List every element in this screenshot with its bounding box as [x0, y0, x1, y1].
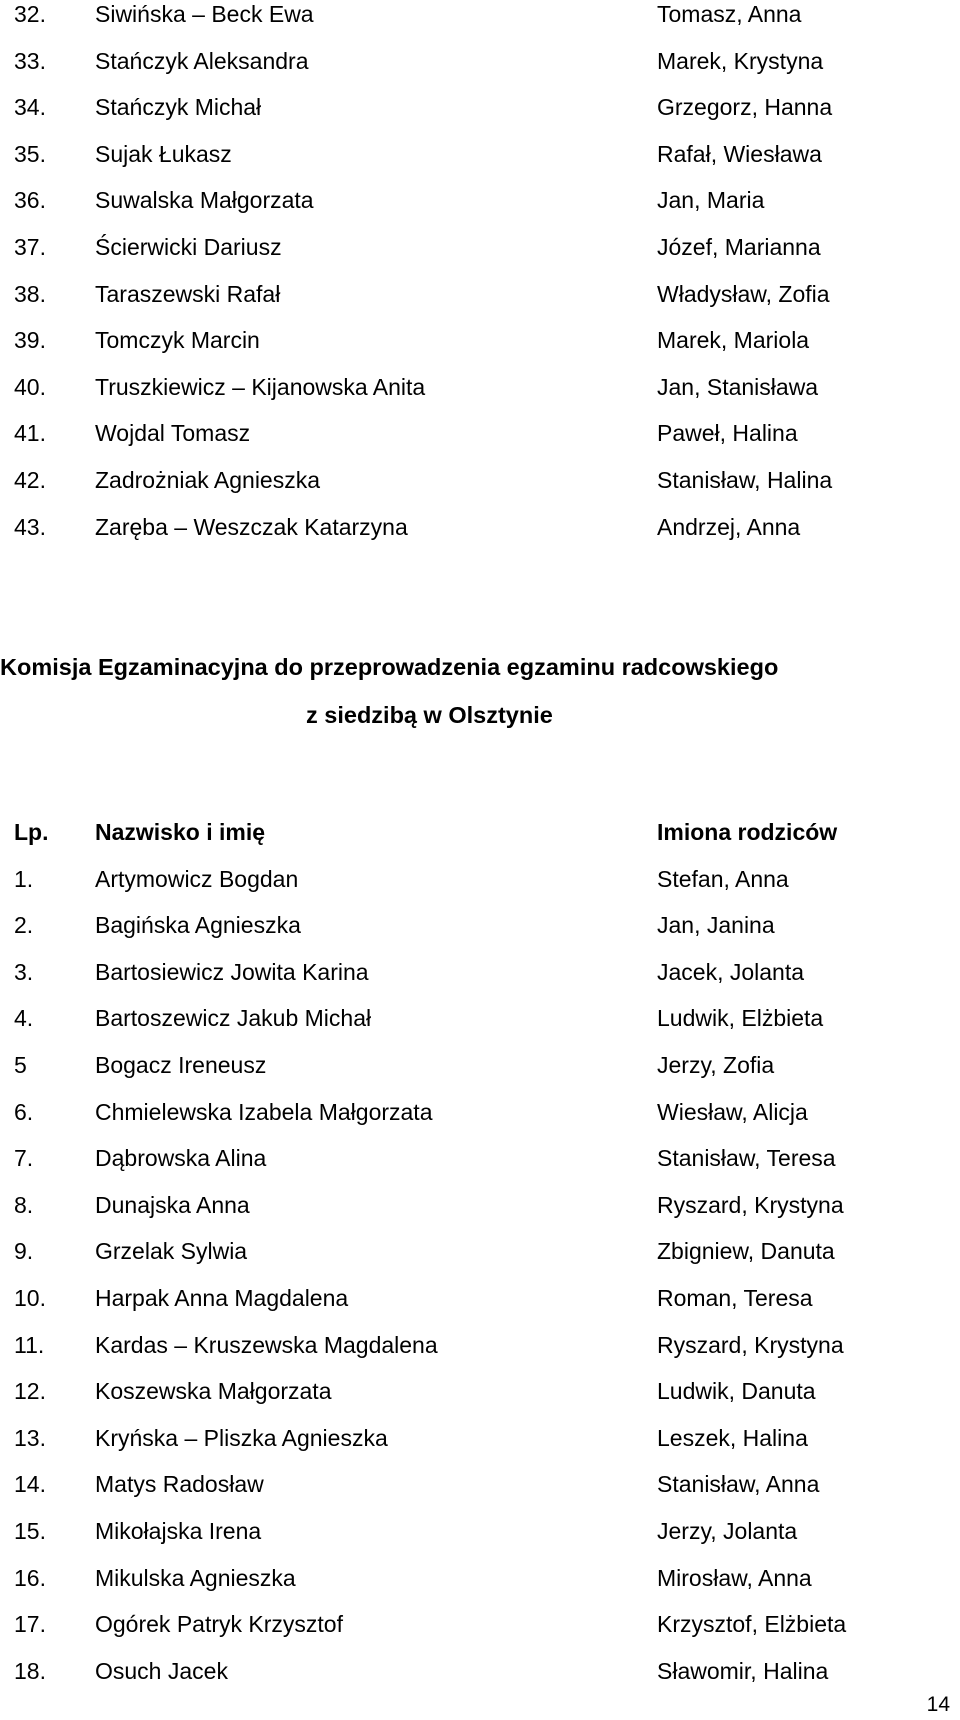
- candidate-list-olsztyn: [0, 818, 960, 1703]
- list-item: [0, 1610, 960, 1657]
- entry-parents: Wiesław, Alicja: [657, 1098, 808, 1125]
- entry-number: 32.: [14, 1, 46, 27]
- entry-parents: Jerzy, Zofia: [657, 1051, 775, 1078]
- list-item: [0, 1191, 960, 1238]
- entry-number: 36.: [14, 187, 46, 214]
- entry-number: 3.: [14, 958, 34, 985]
- entry-number: 8.: [14, 1191, 34, 1218]
- entry-number: 40.: [14, 373, 46, 400]
- entry-name: Kryńska – Pliszka Agnieszka: [95, 1424, 388, 1451]
- list-item: [0, 513, 960, 560]
- entry-name: Bartosiewicz Jowita Karina: [95, 958, 369, 985]
- column-header-name: Nazwisko i imię: [95, 819, 266, 845]
- list-item: [0, 326, 960, 373]
- entry-number: 43.: [14, 513, 46, 540]
- entry-parents: Stefan, Anna: [657, 865, 789, 892]
- entry-number: 39.: [14, 327, 46, 354]
- list-item: [0, 1470, 960, 1517]
- entry-number: 35.: [14, 140, 46, 167]
- list-item: [0, 1237, 960, 1284]
- candidate-list-continued: [0, 0, 960, 559]
- entry-name: Stańczyk Aleksandra: [95, 47, 309, 74]
- list-item: [0, 1517, 960, 1564]
- entry-number: 12.: [14, 1378, 46, 1405]
- entry-parents: Jerzy, Jolanta: [657, 1517, 798, 1544]
- entry-parents: Ludwik, Elżbieta: [657, 1005, 824, 1032]
- entry-parents: Jacek, Jolanta: [657, 958, 805, 985]
- entry-parents: Marek, Mariola: [657, 327, 810, 354]
- entry-number: 2.: [14, 912, 34, 939]
- entry-parents: Jan, Janina: [657, 912, 775, 939]
- entry-name: Ścierwicki Dariusz: [95, 233, 282, 260]
- list-item: [0, 1051, 960, 1098]
- list-item: [0, 1144, 960, 1191]
- entry-name: Kardas – Kruszewska Magdalena: [95, 1331, 438, 1358]
- entry-parents: Grzegorz, Hanna: [657, 94, 833, 121]
- entry-name: Koszewska Małgorzata: [95, 1378, 332, 1405]
- entry-name: Mikołajska Irena: [95, 1517, 262, 1544]
- entry-parents: Zbigniew, Danuta: [657, 1238, 835, 1265]
- entry-name: Mikulska Agnieszka: [95, 1564, 296, 1591]
- entry-parents: Ludwik, Danuta: [657, 1378, 816, 1405]
- entry-parents: Ryszard, Krystyna: [657, 1191, 844, 1218]
- entry-number: 4.: [14, 1005, 34, 1032]
- list-item: [0, 93, 960, 140]
- list-item: [0, 1284, 960, 1331]
- list-item: [0, 1098, 960, 1145]
- entry-name: Chmielewska Izabela Małgorzata: [95, 1098, 433, 1125]
- list-item: [0, 911, 960, 958]
- entry-parents: Władysław, Zofia: [657, 280, 830, 307]
- entry-number: 38.: [14, 280, 46, 307]
- entry-number: 42.: [14, 466, 46, 493]
- entry-name: Taraszewski Rafał: [95, 280, 281, 307]
- entry-parents: Rafał, Wiesława: [657, 140, 822, 167]
- entry-name: Grzelak Sylwia: [95, 1238, 248, 1265]
- entry-parents: Sławomir, Halina: [657, 1657, 829, 1684]
- list-item: [0, 186, 960, 233]
- entry-number: 5: [14, 1051, 27, 1078]
- entry-number: 9.: [14, 1238, 34, 1265]
- list-item: [0, 1657, 960, 1704]
- list-item: [0, 1331, 960, 1378]
- list-item: [0, 865, 960, 912]
- entry-name: Zaręba – Weszczak Katarzyna: [95, 513, 408, 540]
- entry-name: Bogacz Ireneusz: [95, 1051, 267, 1078]
- entry-number: 10.: [14, 1284, 46, 1311]
- entry-parents: Stanisław, Teresa: [657, 1145, 836, 1172]
- list-item: [0, 373, 960, 420]
- entry-name: Suwalska Małgorzata: [95, 187, 314, 214]
- entry-parents: Mirosław, Anna: [657, 1564, 812, 1591]
- commission-location: z siedzibą w Olsztynie: [306, 702, 553, 728]
- entry-number: 33.: [14, 47, 46, 74]
- entry-parents: Józef, Marianna: [657, 233, 821, 260]
- entry-name: Wojdal Tomasz: [95, 420, 251, 447]
- entry-parents: Roman, Teresa: [657, 1284, 813, 1311]
- entry-parents: Leszek, Halina: [657, 1424, 808, 1451]
- entry-name: Sujak Łukasz: [95, 140, 232, 167]
- entry-parents: Stanisław, Halina: [657, 466, 833, 493]
- entry-number: 7.: [14, 1145, 34, 1172]
- entry-parents: Paweł, Halina: [657, 420, 798, 447]
- entry-number: 17.: [14, 1611, 46, 1638]
- entry-name: Dunajska Anna: [95, 1191, 250, 1218]
- column-header-row: [0, 818, 960, 865]
- entry-name: Bagińska Agnieszka: [95, 912, 301, 939]
- entry-name: Stańczyk Michał: [95, 94, 262, 121]
- list-item: [0, 958, 960, 1005]
- entry-number: 37.: [14, 233, 46, 260]
- entry-number: 34.: [14, 94, 46, 121]
- entry-parents: Jan, Maria: [657, 187, 765, 214]
- page-number: 14: [926, 1693, 950, 1716]
- entry-parents: Jan, Stanisława: [657, 373, 819, 400]
- entry-parents: Krzysztof, Elżbieta: [657, 1611, 847, 1638]
- entry-parents: Andrzej, Anna: [657, 513, 801, 540]
- entry-number: 16.: [14, 1564, 46, 1591]
- column-header-number: Lp.: [14, 819, 49, 845]
- list-item: [0, 419, 960, 466]
- entry-parents: Tomasz, Anna: [657, 1, 802, 27]
- list-item: [0, 1424, 960, 1471]
- entry-name: Ogórek Patryk Krzysztof: [95, 1611, 343, 1638]
- entry-number: 15.: [14, 1517, 46, 1544]
- entry-number: 11.: [14, 1331, 45, 1358]
- entry-number: 18.: [14, 1657, 46, 1684]
- list-item: [0, 1004, 960, 1051]
- entry-number: 1.: [14, 865, 34, 892]
- entry-number: 14.: [14, 1471, 46, 1498]
- list-item: [0, 0, 960, 47]
- entry-name: Artymowicz Bogdan: [95, 865, 299, 892]
- list-item: [0, 140, 960, 187]
- entry-name: Truszkiewicz – Kijanowska Anita: [95, 373, 426, 400]
- list-item: [0, 466, 960, 513]
- entry-parents: Marek, Krystyna: [657, 47, 824, 74]
- entry-number: 13.: [14, 1424, 46, 1451]
- entry-name: Matys Radosław: [95, 1471, 264, 1498]
- entry-number: 6.: [14, 1098, 34, 1125]
- list-item: [0, 280, 960, 327]
- entry-parents: Ryszard, Krystyna: [657, 1331, 844, 1358]
- entry-name: Harpak Anna Magdalena: [95, 1284, 349, 1311]
- entry-name: Osuch Jacek: [95, 1657, 228, 1684]
- list-item: [0, 1377, 960, 1424]
- entry-name: Tomczyk Marcin: [95, 327, 260, 354]
- entry-number: 41.: [14, 420, 46, 447]
- list-item: [0, 47, 960, 94]
- entry-parents: Stanisław, Anna: [657, 1471, 820, 1498]
- list-item: [0, 233, 960, 280]
- entry-name: Zadrożniak Agnieszka: [95, 466, 321, 493]
- column-header-parents: Imiona rodziców: [657, 819, 838, 845]
- entry-name: Bartoszewicz Jakub Michał: [95, 1005, 372, 1032]
- commission-heading: Komisja Egzaminacyjna do przeprowadzenia egzaminu radcowskiego: [0, 654, 779, 680]
- entry-name: Siwińska – Beck Ewa: [95, 1, 314, 27]
- entry-name: Dąbrowska Alina: [95, 1145, 267, 1172]
- list-item: [0, 1564, 960, 1611]
